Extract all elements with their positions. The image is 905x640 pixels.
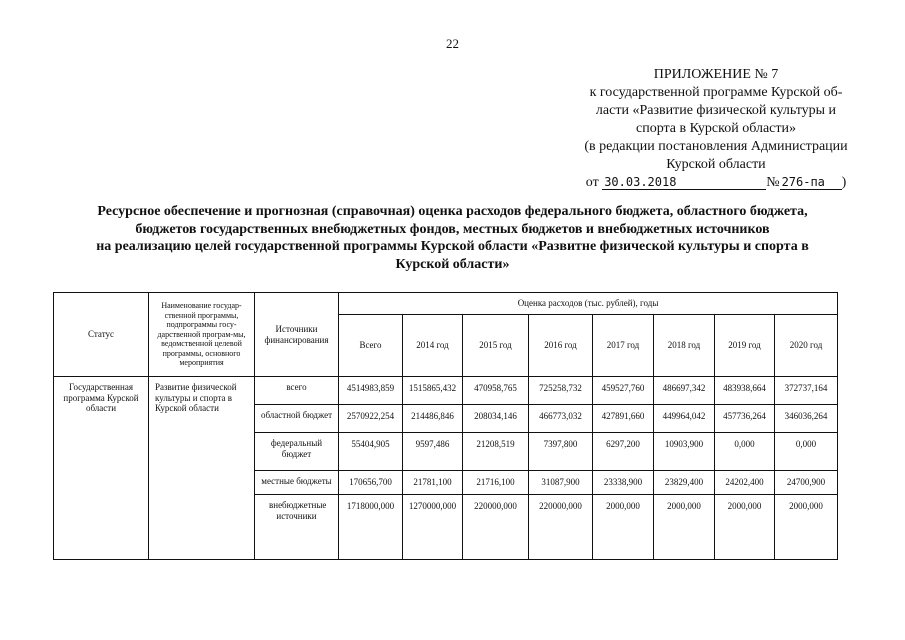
header-status: Статус [54, 293, 149, 377]
value-cell: 1515865,432 [403, 377, 463, 405]
header-year: 2016 год [529, 315, 593, 377]
value-cell: 466773,032 [529, 405, 593, 433]
value-cell: 1718000,000 [339, 495, 403, 560]
header-year: 2015 год [463, 315, 529, 377]
value-cell: 0,000 [715, 433, 775, 471]
value-cell: 372737,164 [775, 377, 838, 405]
value-cell: 21781,100 [403, 471, 463, 495]
number-prefix: № [766, 175, 780, 190]
header-year: 2014 год [403, 315, 463, 377]
value-cell: 21208,519 [463, 433, 529, 471]
value-cell: 220000,000 [529, 495, 593, 560]
value-cell: 7397,800 [529, 433, 593, 471]
title-line: Ресурсное обеспечение и прогнозная (справочная) оценка расходов федерального бюджета, областного бюджета, [97, 204, 808, 219]
value-cell: 459527,760 [593, 377, 654, 405]
title-line: на реализацию целей государственной программы Курской области «Развитне физической культуры и спорта в [96, 239, 809, 254]
header-year: 2017 год [593, 315, 654, 377]
source-cell: всего [255, 377, 339, 405]
title-line: бюджетов государственных внебюджетных фондов, местных бюджетов и внебюджетных источников [135, 221, 770, 237]
value-cell: 208034,146 [463, 405, 529, 433]
value-cell: 346036,264 [775, 405, 838, 433]
value-cell: 31087,900 [529, 471, 593, 495]
resolution-date: 30.03.2018 [602, 175, 766, 190]
value-cell: 483938,664 [715, 377, 775, 405]
table-row [54, 377, 838, 405]
resolution-number: 276-па [780, 175, 842, 190]
closing-paren: ) [841, 175, 847, 190]
title-line: Курской области» [395, 256, 510, 272]
budget-table [53, 292, 838, 560]
source-cell: областной бюджет [255, 405, 339, 433]
appendix-block [566, 66, 866, 192]
value-cell: 55404,905 [339, 433, 403, 471]
value-cell: 6297,200 [593, 433, 654, 471]
source-cell: внебюджетные источники [255, 495, 339, 560]
appendix-line: к государственной программе Курской об- [589, 85, 843, 100]
value-cell: 220000,000 [463, 495, 529, 560]
value-cell: 2000,000 [593, 495, 654, 560]
table-header-row [54, 293, 838, 315]
value-cell: 23338,900 [593, 471, 654, 495]
source-cell: местные бюджеты [255, 471, 339, 495]
value-cell: 0,000 [775, 433, 838, 471]
page-number: 22 [446, 36, 459, 51]
value-cell: 449964,042 [654, 405, 715, 433]
appendix-heading: ПРИЛОЖЕНИЕ № 7 [653, 67, 779, 82]
header-year: 2019 год [715, 315, 775, 377]
value-cell: 427891,660 [593, 405, 654, 433]
value-cell: 9597,486 [403, 433, 463, 471]
value-cell: 2570922,254 [339, 405, 403, 433]
value-cell: 470958,765 [463, 377, 529, 405]
status-cell: Государственная программа Курской области [54, 377, 149, 560]
value-cell: 10903,900 [654, 433, 715, 471]
value-cell: 457736,264 [715, 405, 775, 433]
value-cell: 2000,000 [715, 495, 775, 560]
source-cell: федеральный бюджет [255, 433, 339, 471]
value-cell: 2000,000 [654, 495, 715, 560]
value-cell: 4514983,859 [339, 377, 403, 405]
header-sources: Источники финансирования [255, 293, 339, 377]
date-prefix: от [585, 175, 599, 190]
value-cell: 170656,700 [339, 471, 403, 495]
appendix-line: Курской области [666, 157, 766, 172]
value-cell: 2000,000 [775, 495, 838, 560]
value-cell: 24700,900 [775, 471, 838, 495]
value-cell: 1270000,000 [403, 495, 463, 560]
value-cell: 21716,100 [463, 471, 529, 495]
value-cell: 23829,400 [654, 471, 715, 495]
appendix-line: спорта в Курской области» [635, 121, 796, 136]
resolution-date-line [566, 174, 866, 192]
value-cell: 725258,732 [529, 377, 593, 405]
value-cell: 24202,400 [715, 471, 775, 495]
value-cell: 214486,846 [403, 405, 463, 433]
header-estimate-group: Оценка расходов (тыс. рублей), годы [339, 293, 838, 315]
appendix-line: (в редакции постановления Администрации [584, 139, 848, 154]
document-title [40, 203, 865, 273]
value-cell: 486697,342 [654, 377, 715, 405]
appendix-line: ласти «Развитие физической культуры и [595, 103, 837, 118]
header-total: Всего [339, 315, 403, 377]
header-year: 2020 год [775, 315, 838, 377]
program-cell: Развитие физической культуры и спорта в Курской области [149, 377, 255, 560]
header-year: 2018 год [654, 315, 715, 377]
header-program-name: Наименование государ-ственной программы, подпрограммы госу-дарственной програм-мы, ведомственной целевой программы, основного мероприятия [149, 293, 255, 377]
